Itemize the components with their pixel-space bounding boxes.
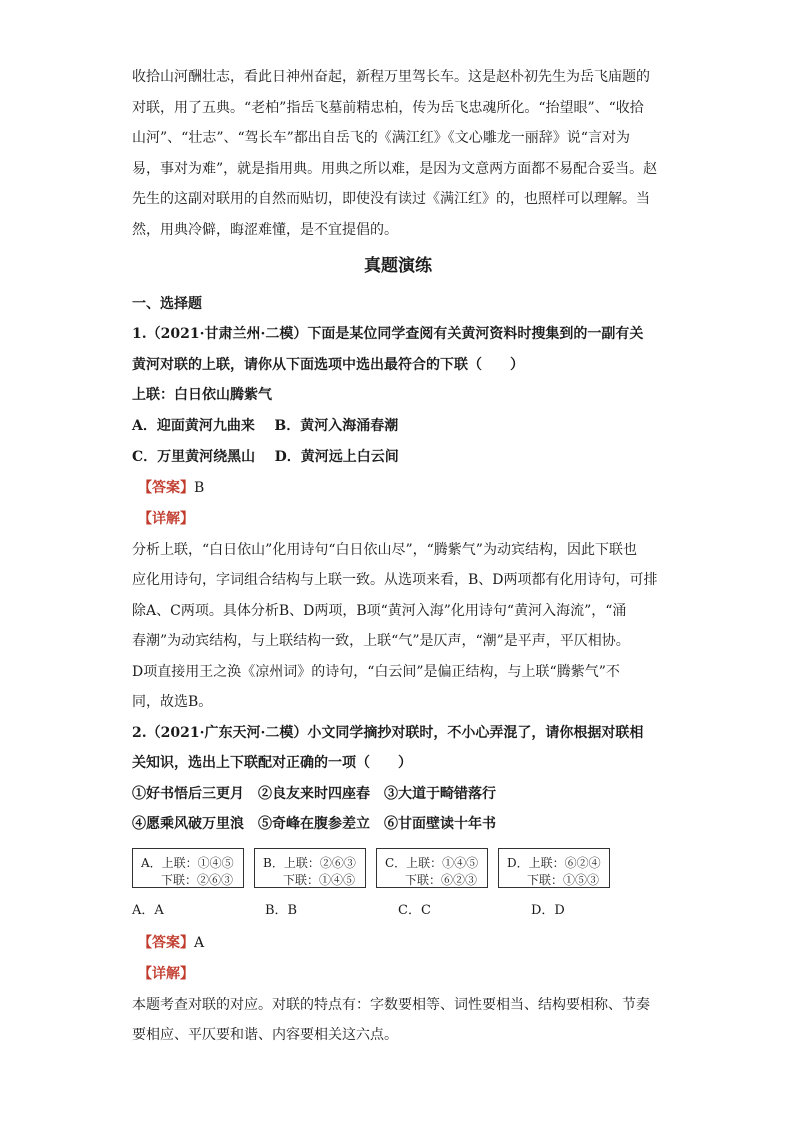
option-d: D．黄河远上白云间 [274, 448, 399, 465]
option-box-d [498, 848, 610, 888]
couplet-items-row: ④愿乘风破万里浪 ⑤奇峰在腹参差立 ⑥甘面壁读十年书 [132, 816, 496, 832]
detail-paragraph [132, 990, 664, 1051]
text-line: 要相应、平仄要和谐、内容要相关这六点。 [132, 1027, 398, 1043]
document-page [132, 62, 664, 1051]
box-upper: C．上联：①④⑤ [385, 855, 479, 870]
option-box-c [376, 848, 488, 888]
question-stem-line: 黄河对联的上联，请你从下面选项中选出最符合的下联（ ） [132, 356, 524, 373]
section-heading: 一、选择题 [132, 296, 202, 312]
choice-c: C．C [398, 902, 431, 918]
answer-line [138, 928, 664, 959]
answer-label: 【答案】 [138, 479, 194, 496]
detail-label: 【详解】 [138, 965, 194, 982]
text-line: 春潮”为动宾结构，与上联结构一致，上联“气”是仄声，“潮”是平声，平仄相协。 [132, 633, 630, 649]
box-upper: B．上联：②⑥③ [263, 855, 356, 870]
text-line: 收拾山河酬壮志，看此日神州奋起，新程万里驾长车。这是赵朴初先生为岳飞庙题的 [132, 69, 650, 85]
detail-label: 【详解】 [138, 510, 194, 527]
box-lower: 下联：⑥②③ [405, 872, 478, 887]
choice-d: D．D [531, 902, 565, 918]
text-line: 分析上联，“白日依山”化用诗句“白日依山尽”，“腾紫气”为动宾结构，因此下联也 [132, 541, 637, 558]
text-line: D项直接用王之涣《凉州词》的诗句，“白云间”是偏正结构，与上联“腾紫气”不 [132, 663, 620, 680]
question-stem-line: 关知识，选出上下联配对正确的一项（ ） [132, 755, 412, 771]
answer-value: B [194, 479, 205, 496]
option-b: B．黄河入海涌春潮 [274, 417, 399, 434]
box-lower: 下联：①⑤③ [527, 872, 600, 887]
upper-couplet: 上联：白日依山腾紫气 [132, 387, 272, 403]
box-lower: 下联：②⑥③ [161, 872, 234, 887]
text-line: 山河”、“壮志”、“驾长车”都出自岳飞的《满江红》《文心雕龙一丽辞》说“言对为 [132, 130, 630, 146]
section-title: 真题演练 [364, 256, 432, 276]
detail-paragraph [132, 535, 664, 718]
box-lower: 下联：①④⑤ [283, 872, 356, 887]
option-boxes [132, 848, 664, 888]
option-c: C．万里黄河绕黑山 [132, 448, 256, 465]
answer-label: 【答案】 [138, 934, 194, 951]
text-line: 应化用诗句，字词组合结构与上联一致。从选项来看，B、D两项都有化用诗句，可排 [132, 572, 658, 588]
options-row [132, 442, 664, 473]
option-a: A．迎面黄河九曲来 [132, 417, 255, 434]
box-upper: A．上联：①④⑤ [141, 855, 234, 870]
answer-value: A [194, 934, 205, 951]
text-line: 除A、C两项。具体分析B、D两项，B项“黄河入海”化用诗句“黄河入海流”，“涌 [132, 602, 627, 619]
option-box-a [132, 848, 244, 888]
question-1 [132, 319, 664, 718]
text-line: 易，事对为难”，就是指用典。用典之所以难，是因为文意两方面都不易配合妥当。赵 [132, 160, 658, 177]
text-line: 然，用典冷僻，晦涩难懂，是不宜提倡的。 [132, 221, 398, 238]
text-line: 同，故选B。 [132, 694, 213, 710]
text-line: 先生的这副对联用的自然而贴切，即使没有读过《满江红》的，也照样可以理解。当 [132, 191, 650, 207]
choice-b: B．B [265, 902, 298, 918]
text-line: 本题考查对联的对应。对联的特点有：字数要相等、词性要相当、结构要相称、节奏 [132, 996, 650, 1013]
question-stem-line: 1.（2021·甘肃兰州·二模）下面是某位同学查阅有关黄河资料时搜集到的一副有关 [132, 326, 644, 342]
choice-a: A．A [132, 902, 164, 918]
question-2 [132, 718, 664, 1051]
couplet-items-row: ①好书悟后三更月 ②良友来时四座春 ③大道于畸错落行 [132, 785, 496, 802]
box-upper: D．上联：⑥②④ [507, 855, 601, 870]
answer-line [138, 473, 664, 504]
choices-row [132, 894, 664, 928]
question-stem-line: 2.（2021·广东天河·二模）小文同学摘抄对联时，不小心弄混了，请你根据对联相 [132, 724, 644, 741]
text-line: 对联，用了五典。“老柏”指岳飞墓前精忠柏，传为岳飞忠魂所化。“抬望眼”、“收拾 [132, 99, 644, 116]
intro-paragraph [132, 62, 664, 245]
option-box-b [254, 848, 366, 888]
options-row [132, 411, 664, 442]
